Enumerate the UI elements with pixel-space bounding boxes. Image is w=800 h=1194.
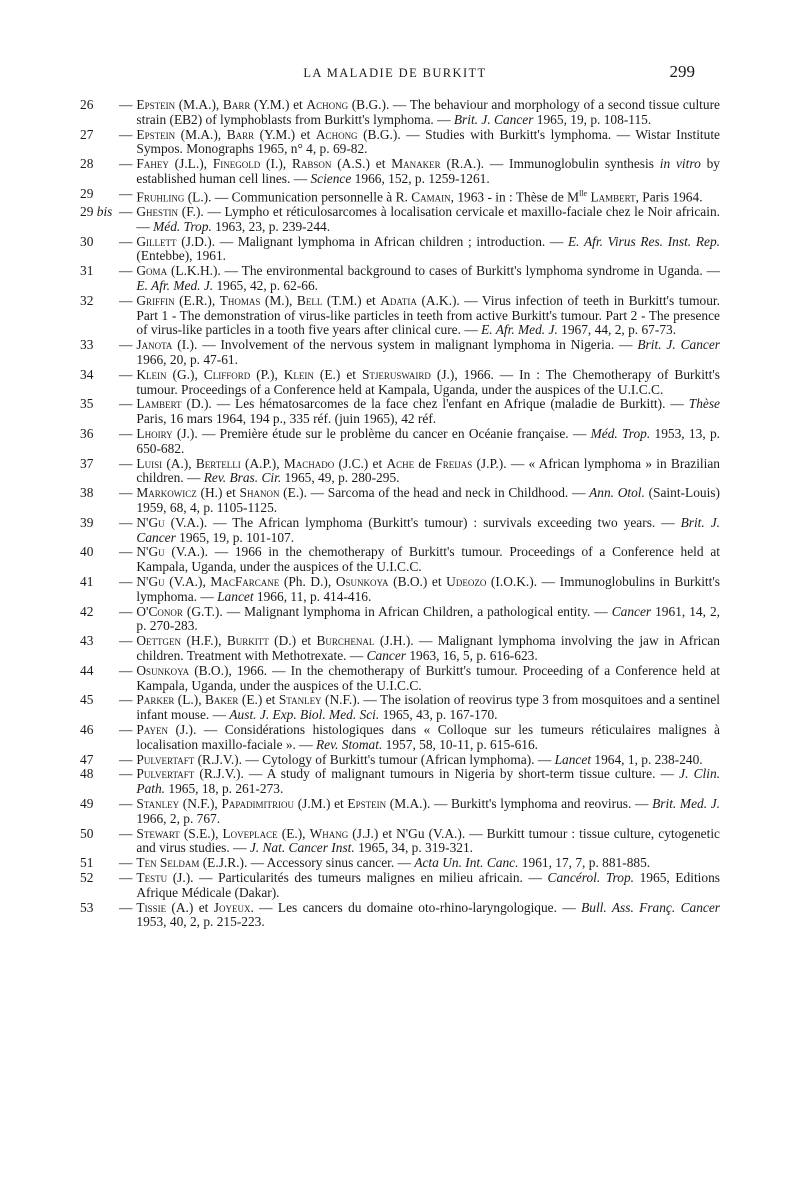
reference-dash: — xyxy=(119,573,133,589)
reference-text: O'Conor (G.T.). — Malignant lymphoma in African Children, a pathological entity. — Cancer 1961, 14, 2, p. 270-283. xyxy=(136,603,721,634)
reference-dash: — xyxy=(119,766,133,782)
reference-number: 27 xyxy=(80,126,94,142)
reference-text: N'Gu (V.A.). — 1966 in the chemotherapy of Burkitt's tumour. Proceedings of a Conference held at Kampala, Uganda, under the auspices of the U.I.C.C. xyxy=(136,544,720,575)
reference-item xyxy=(80,693,720,723)
reference-item xyxy=(80,575,720,605)
reference-number: 50 xyxy=(80,825,94,841)
reference-text: Pulvertaft (R.J.V.). — Cytology of Burkitt's tumour (African lymphoma). — Lancet 1964, 1, p. 238-240. xyxy=(136,751,703,767)
running-title: LA MALADIE DE BURKITT xyxy=(303,66,487,80)
reference-text: Lhoiry (J.). — Première étude sur le problème du cancer en Océanie française. — Méd. Trop. 1953, 13, p. 650-682. xyxy=(136,426,720,456)
reference-item xyxy=(80,368,720,398)
reference-dash: — xyxy=(119,292,133,308)
page-number: 299 xyxy=(669,62,695,81)
page-header xyxy=(0,62,800,86)
reference-number: 38 xyxy=(80,485,94,501)
reference-text: Testu (J.). — Particularités des tumeurs malignes en milieu africain. — Cancérol. Trop. 1965, Editions Afrique Médicale (Dakar). xyxy=(136,869,720,900)
reference-dash: — xyxy=(119,156,133,172)
reference-item xyxy=(80,605,720,635)
reference-text: Goma (L.K.H.). — The environmental background to cases of Burkitt's lymphoma syndrome in Uganda. — E. Afr. Med. J. 1965, 42, p. 62-66. xyxy=(136,263,720,294)
reference-dash: — xyxy=(119,721,133,737)
reference-dash: — xyxy=(119,126,133,142)
reference-text: Ghestin (F.). — Lympho et réticulosarcomes à localisation cervicale et maxillo-faciale chez le Noir africain. — Méd. Trop. 1963, 23, p. 239-244. xyxy=(136,204,720,234)
reference-text: Luisi (A.), Bertelli (A.P.), Machado (J.C.) et Ache de Freijas (J.P.). — « African lymphoma » in Brazilian children. — Rev. Bras. Cir. 1965, 49, p. 280-295. xyxy=(136,455,721,486)
reference-item xyxy=(80,753,720,768)
reference-text: Stewart (S.E.), Loveplace (E.), Whang (J.J.) et N'Gu (V.A.). — Burkitt tumour : tissue culture, cytogenetic and virus studies. — J. Nat. Cancer Inst. 1965, 34, p. 319-321. xyxy=(136,825,720,856)
reference-item xyxy=(80,767,720,797)
reference-text: Markowicz (H.) et Shanon (E.). — Sarcoma of the head and neck in Childhood. — Ann. Otol. (Saint-Louis) 1959, 68, 4, p. 1105-1125. xyxy=(136,485,720,515)
reference-dash: — xyxy=(119,366,133,382)
reference-number: 32 xyxy=(80,292,94,308)
reference-item xyxy=(80,664,720,694)
reference-dash: — xyxy=(119,825,133,841)
reference-text: Gillett (J.D.). — Malignant lymphoma in African children ; introduction. — E. Afr. Virus Res. Inst. Rep. (Entebbe), 1961. xyxy=(136,233,720,264)
reference-dash: — xyxy=(119,337,133,353)
reference-dash: — xyxy=(119,603,133,619)
reference-number: 42 xyxy=(80,603,94,619)
reference-list xyxy=(80,98,720,930)
reference-item xyxy=(80,901,720,931)
reference-text: N'Gu (V.A.). — The African lymphoma (Burkitt's tumour) : survivals exceeding two years. — Brit. J. Cancer 1965, 19, p. 101-107. xyxy=(136,514,720,545)
reference-number: 37 xyxy=(80,455,94,471)
reference-number: 31 xyxy=(80,263,94,279)
reference-dash: — xyxy=(119,855,133,871)
reference-item xyxy=(80,128,720,158)
reference-dash: — xyxy=(119,795,133,811)
reference-number: 28 xyxy=(80,156,94,172)
reference-dash: — xyxy=(119,869,133,885)
reference-number: 36 xyxy=(80,426,94,441)
reference-item xyxy=(80,294,720,338)
reference-dash: — xyxy=(119,426,133,441)
reference-dash: — xyxy=(119,514,133,530)
reference-item xyxy=(80,157,720,187)
reference-number: 52 xyxy=(80,869,94,885)
reference-number: 29 xyxy=(80,185,94,201)
reference-dash: — xyxy=(119,185,133,201)
reference-text: Payen (J.). — Considérations histologiques dans « Colloque sur les tumeurs réticulaires malignes à localisation maxillo-faciale ». — Rev. Stomat. 1957, 58, 10-11, p. 615-616. xyxy=(136,721,720,752)
reference-text: Oettgen (H.F.), Burkitt (D.) et Burchenal (J.H.). — Malignant lymphoma involving the jaw in African children. Treatment with Methotrexate. — Cancer 1963, 16, 5, p. 616-623. xyxy=(136,633,720,663)
reference-number: 45 xyxy=(80,692,94,708)
reference-item xyxy=(80,486,720,516)
reference-dash: — xyxy=(119,396,133,412)
reference-item xyxy=(80,827,720,857)
reference-item xyxy=(80,871,720,901)
reference-text: Fahey (J.L.), Finegold (I.), Rabson (A.S.) et Manaker (R.A.). — Immunoglobulin synthesis in vitro by established human cell lines. — Science 1966, 152, p. 1259-1261. xyxy=(136,156,720,186)
reference-item xyxy=(80,634,720,664)
reference-dash: — xyxy=(119,455,133,471)
reference-dash: — xyxy=(119,751,133,767)
reference-text: N'Gu (V.A.), MacFarcane (Ph. D.), Osunkoya (B.O.) et Udeozo (I.O.K.). — Immunoglobulins in Burkitt's lymphoma. — Lancet 1966, 11, p. 414-416. xyxy=(136,573,720,604)
reference-item xyxy=(80,397,720,427)
reference-text: Pulvertaft (R.J.V.). — A study of malignant tumours in Nigeria by short-term tissue culture. — J. Clin. Path. 1965, 18, p. 261-273. xyxy=(136,766,720,797)
reference-item xyxy=(80,264,720,294)
reference-number: 39 xyxy=(80,514,94,530)
reference-item xyxy=(80,235,720,265)
reference-number: 35 xyxy=(80,396,94,412)
reference-text: Parker (L.), Baker (E.) et Stanley (N.F.). — The isolation of reovirus type 3 from mosquitoes and a sentinel infant mouse. — Aust. J. Exp. Biol. Med. Sci. 1965, 43, p. 167-170. xyxy=(136,692,720,723)
reference-number: 47 xyxy=(80,751,94,767)
reference-number: 29 bis xyxy=(80,204,113,220)
reference-item xyxy=(80,205,720,235)
reference-number: 44 xyxy=(80,662,94,678)
reference-dash: — xyxy=(119,263,133,279)
reference-text: Ten Seldam (E.J.R.). — Accessory sinus cancer. — Acta Un. Int. Canc. 1961, 17, 7, p. 881-885. xyxy=(136,855,651,871)
reference-dash: — xyxy=(119,204,133,220)
reference-text: Osunkoya (B.O.), 1966. — In the chemotherapy of Burkitt's tumour. Proceeding of a Conference held at Kampala, Uganda, under the auspices of the U.I.C.C. xyxy=(136,662,720,693)
reference-text: Epstein (M.A.), Barr (Y.M.) et Achong (B.G.). — Studies with Burkitt's lymphoma. — Wistar Institute Sympos. Monographs 1965, n° 4, p. 69-82. xyxy=(136,126,721,157)
reference-number: 43 xyxy=(80,633,94,649)
reference-dash: — xyxy=(119,692,133,708)
reference-number: 34 xyxy=(80,366,94,382)
reference-text: Epstein (M.A.), Barr (Y.M.) et Achong (B.G.). — The behaviour and morphology of a second tissue culture strain (EB2) of lymphoblasts from Burkitt's lymphoma. — Brit. J. Cancer 1965, 19, p. 108-115. xyxy=(136,97,720,127)
reference-number: 48 xyxy=(80,766,94,782)
reference-dash: — xyxy=(119,233,133,249)
reference-number: 51 xyxy=(80,855,94,871)
reference-text: Lambert (D.). — Les hématosarcomes de la face chez l'enfant en Afrique (maladie de Burkitt). — Thèse Paris, 16 mars 1964, 194 p., 335 réf. (juin 1965), 42 réf. xyxy=(136,396,720,427)
reference-number: 53 xyxy=(80,899,94,915)
reference-item xyxy=(80,457,720,487)
reference-number: 33 xyxy=(80,337,94,353)
reference-text: Griffin (E.R.), Thomas (M.), Bell (T.M.) et Adatia (A.K.). — Virus infection of teeth in Burkitt's tumour. Part 1 - The demonstration of virus-like particles in teeth from active Burkitt's tumour. Part 2 - The presence of virus-like particles in a tooth five years after clinical cure. — E. Afr. Med. J. 1967, 44, 2, p. 67-73. xyxy=(136,292,720,338)
reference-dash: — xyxy=(119,485,133,501)
reference-item xyxy=(80,723,720,753)
reference-number: 49 xyxy=(80,795,94,811)
reference-item xyxy=(80,856,720,871)
reference-dash: — xyxy=(119,662,133,678)
reference-item xyxy=(80,338,720,368)
reference-dash: — xyxy=(119,97,133,112)
reference-item xyxy=(80,427,720,457)
reference-item xyxy=(80,797,720,827)
reference-item xyxy=(80,187,720,205)
reference-dash: — xyxy=(119,633,133,649)
reference-item xyxy=(80,516,720,546)
reference-text: Fruhling (L.). — Communication personnelle à R. Camain, 1963 - in : Thèse de $M^{lle}$ Lambert, Paris 1964. xyxy=(136,188,703,205)
reference-dash: — xyxy=(119,899,133,915)
reference-item xyxy=(80,545,720,575)
reference-number: 41 xyxy=(80,573,94,589)
reference-text: Janota (I.). — Involvement of the nervous system in malignant lymphoma in Nigeria. — Brit. J. Cancer 1966, 20, p. 47-61. xyxy=(136,337,720,368)
reference-number: 30 xyxy=(80,233,94,249)
reference-text: Stanley (N.F.), Papadimitriou (J.M.) et Epstein (M.A.). — Burkitt's lymphoma and reovirus. — Brit. Med. J. 1966, 2, p. 767. xyxy=(136,795,720,826)
reference-number: 26 xyxy=(80,97,94,112)
reference-item xyxy=(80,98,720,128)
reference-text: Klein (G.), Clifford (P.), Klein (E.) et Stjeruswaird (J.), 1966. — In : The Chemotherapy of Burkitt's tumour. Proceedings of a Conference held at Kampala, Uganda, under the auspices of the U.I.C.C. xyxy=(136,366,720,397)
reference-number: 46 xyxy=(80,721,94,737)
reference-text: Tissie (A.) et Joyeux. — Les cancers du domaine oto-rhino-laryngologique. — Bull. Ass. Franç. Cancer 1953, 40, 2, p. 215-223. xyxy=(136,899,720,930)
reference-dash: — xyxy=(119,544,133,560)
reference-number: 40 xyxy=(80,544,94,560)
